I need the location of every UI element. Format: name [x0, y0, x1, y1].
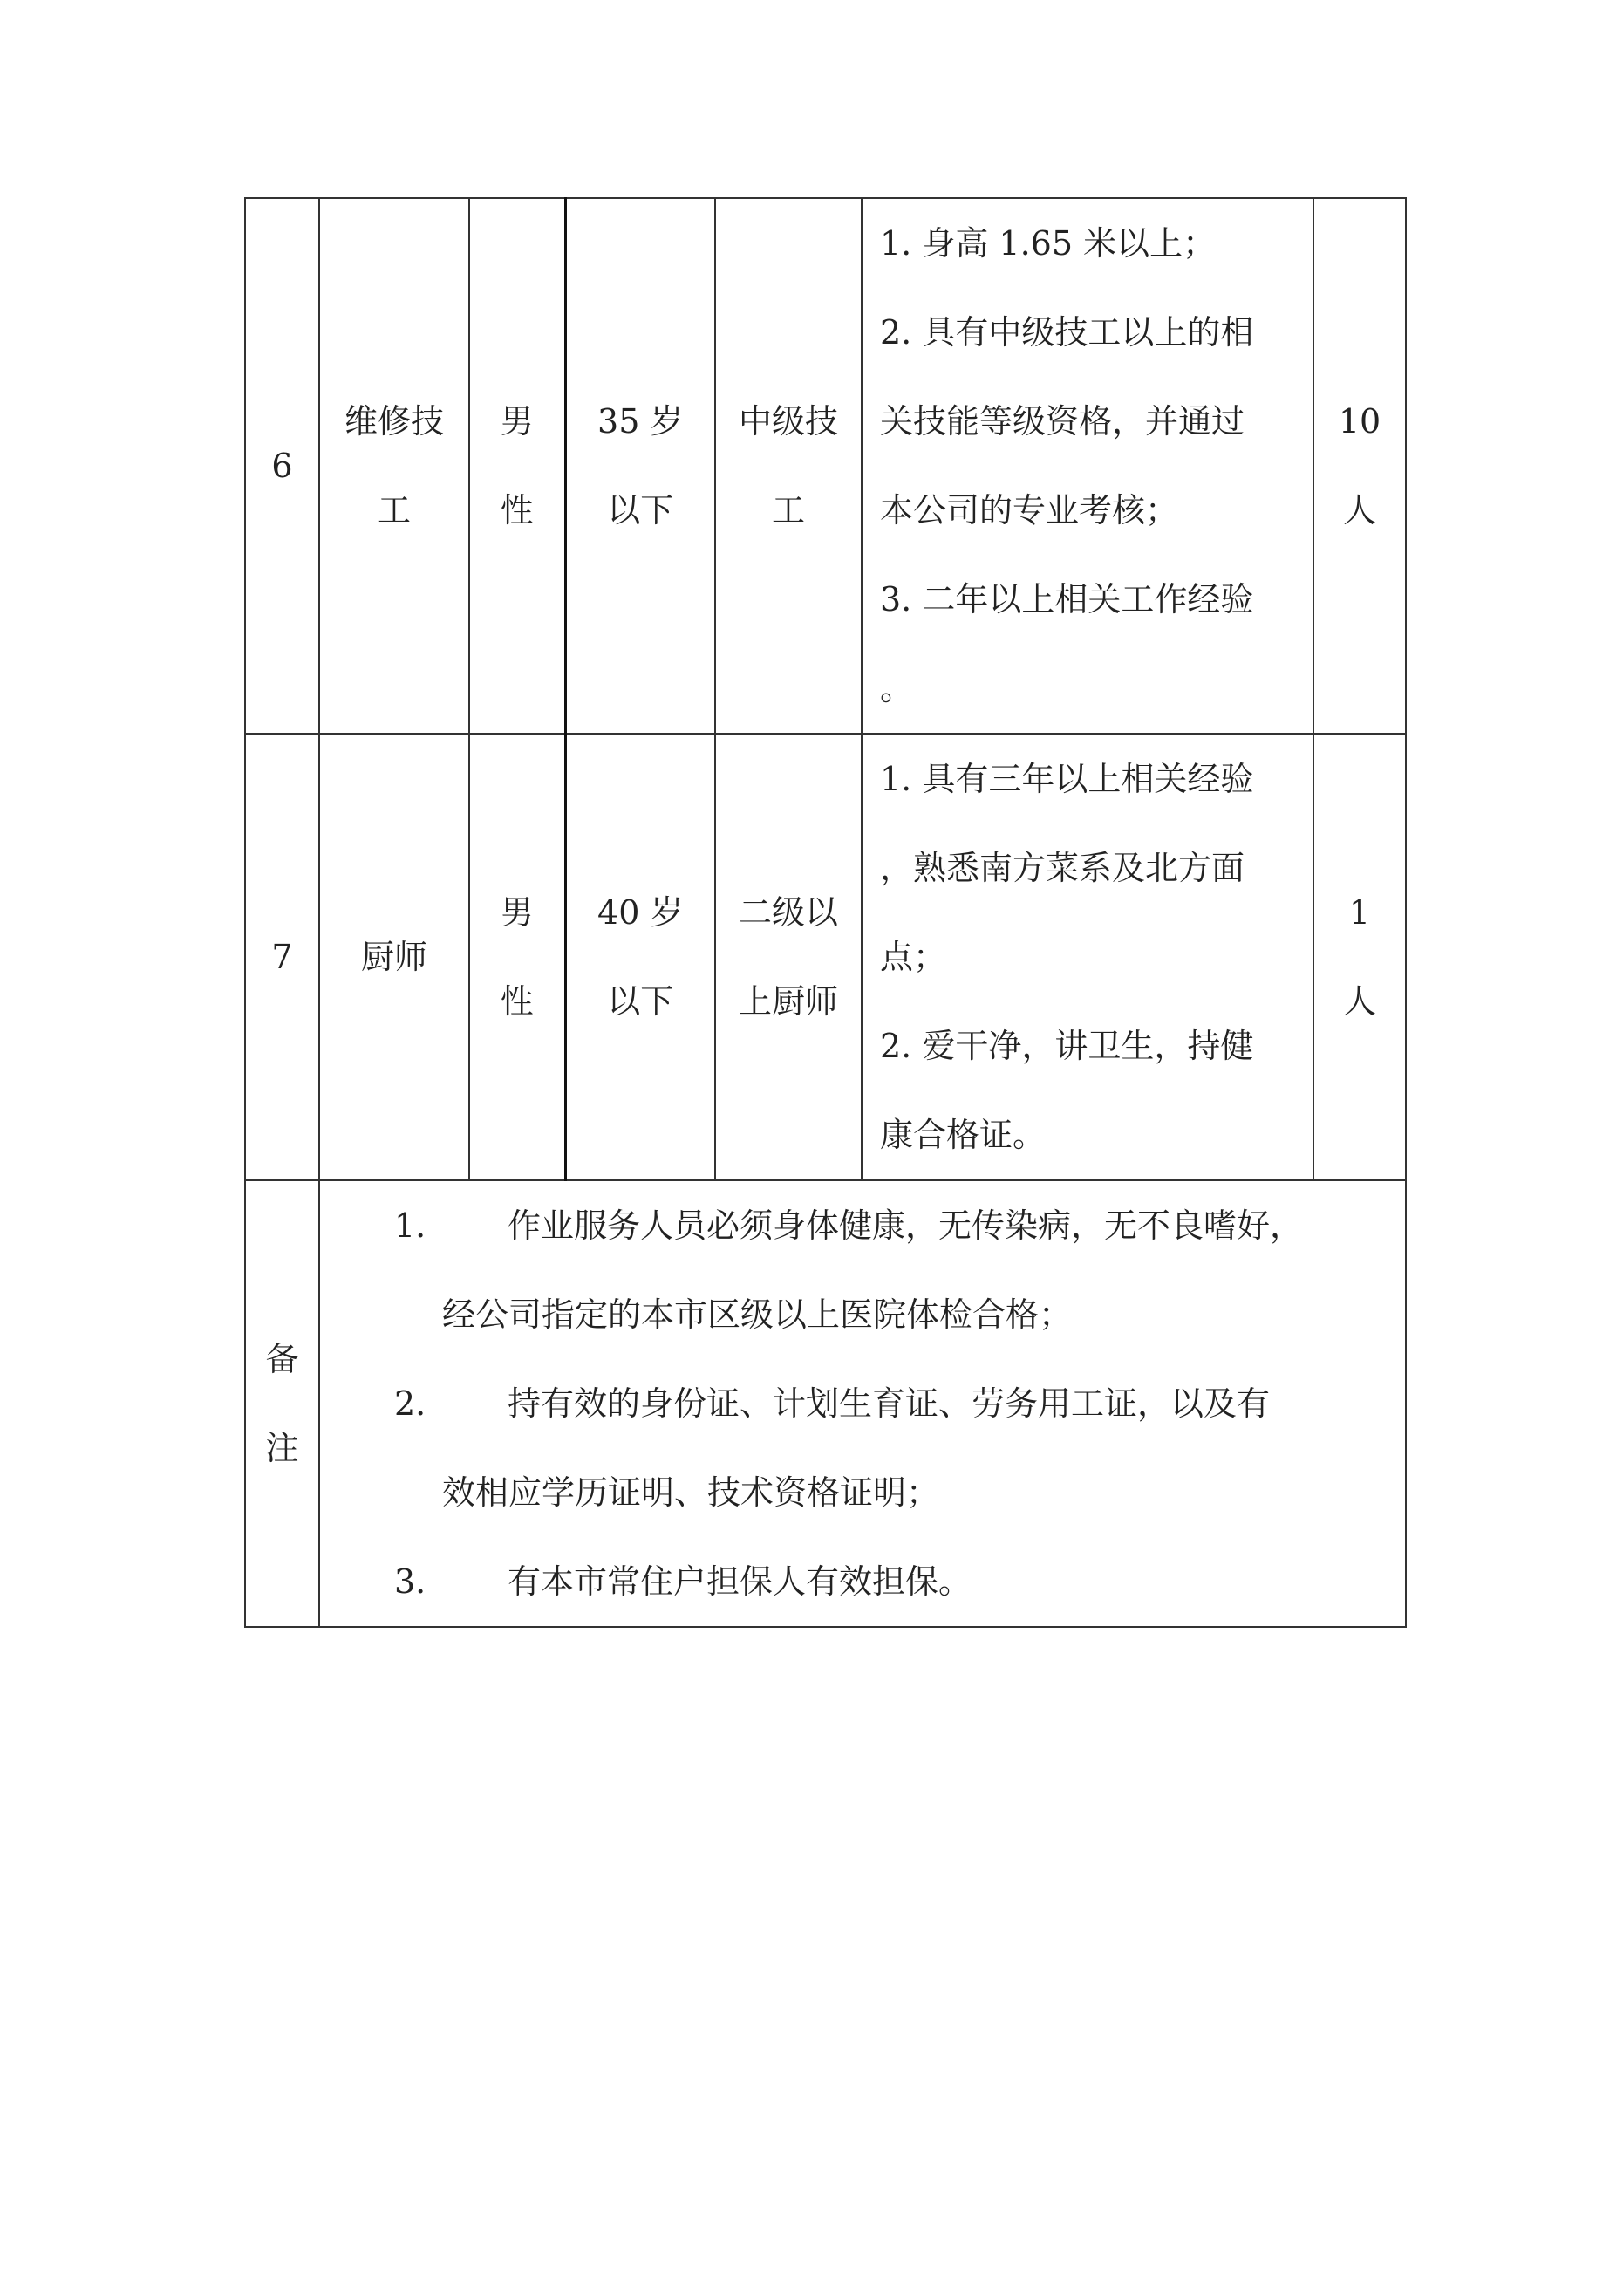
notes-content [319, 1180, 1406, 1627]
notes-label: 备 注 [245, 1180, 319, 1627]
note-item: 2. 持有效的身份证、计划生育证、劳务用工证，以及有 效相应学历证明、技术资格证明； [394, 1384, 1271, 1512]
position-cell: 维修技 工 [319, 198, 469, 734]
row-index: 6 [245, 198, 319, 734]
gender-cell: 男 性 [469, 734, 565, 1180]
requirements-cell: 1. 具有三年以上相关经验 ，熟悉南方菜系及北方面 点； 2. 爱干净，讲卫生，持健 康合格证。 [862, 734, 1313, 1180]
headcount-cell: 10 人 [1313, 198, 1406, 734]
gender-cell: 男 性 [469, 198, 565, 734]
recruitment-table [244, 197, 1407, 1628]
requirements-cell: 1. 身高 1.65 米以上； 2. 具有中级技工以上的相 关技能等级资格，并通过 本公司的专业考核； 3. 二年以上相关工作经验 。 [862, 198, 1313, 734]
note-item: 1. 作业服务人员必须身体健康，无传染病，无不良嗜好， 经公司指定的本市区级以上医院体检合格； [394, 1206, 1304, 1334]
headcount-cell: 1 人 [1313, 734, 1406, 1180]
note-item: 3. 有本市常住户担保人有效担保。 [394, 1562, 972, 1601]
age-cell: 35 岁 以下 [565, 198, 715, 734]
level-cell: 中级技 工 [715, 198, 862, 734]
row-index: 7 [245, 734, 319, 1180]
position-cell: 厨师 [319, 734, 469, 1180]
table-row [245, 734, 1406, 1180]
table-row [245, 198, 1406, 734]
notes-row [245, 1180, 1406, 1627]
level-cell: 二级以 上厨师 [715, 734, 862, 1180]
age-cell: 40 岁 以下 [565, 734, 715, 1180]
